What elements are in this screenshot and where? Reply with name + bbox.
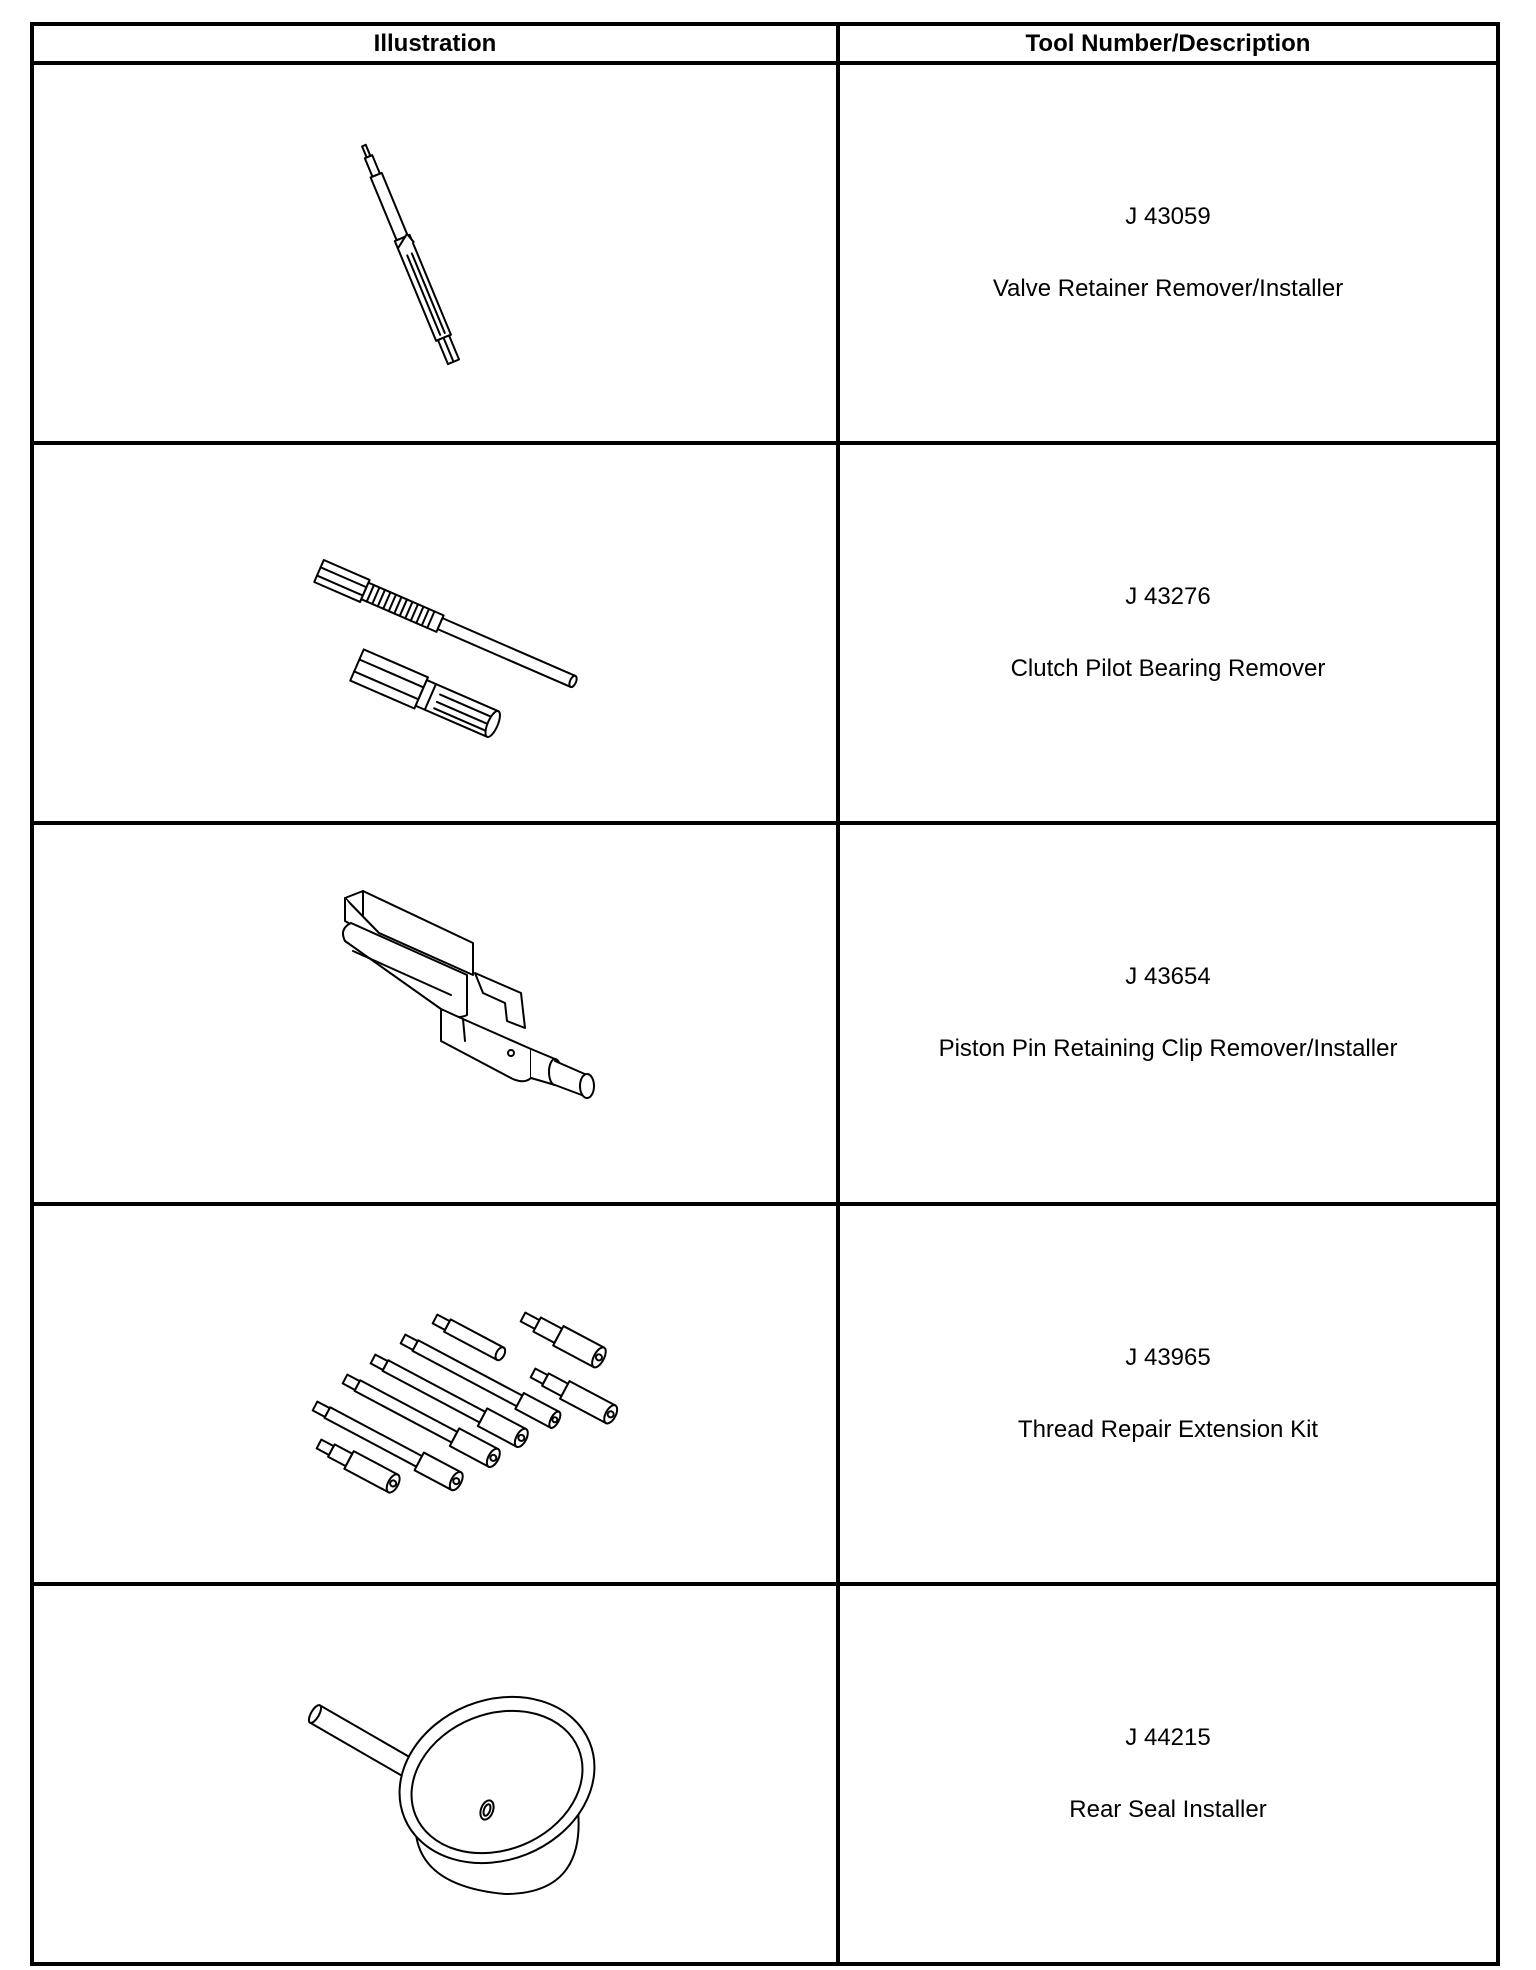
description-cell <box>838 443 1498 823</box>
tool-number: J 43654 <box>1125 963 1211 991</box>
tool-number: J 43965 <box>1125 1343 1211 1371</box>
table-row <box>32 63 1498 443</box>
illustration-cell <box>32 443 838 823</box>
description-cell <box>838 1584 1498 1964</box>
illustration-cell <box>32 1204 838 1584</box>
tool-number: J 43276 <box>1125 583 1211 611</box>
valve-retainer-tool-icon <box>235 103 635 403</box>
tool-description: Thread Repair Extension Kit <box>1017 1415 1319 1443</box>
pilot-bearing-remover-icon <box>235 483 635 783</box>
tool-description: Piston Pin Retaining Clip Remover/Installer <box>938 1035 1398 1063</box>
illustration-header: Illustration <box>32 24 838 63</box>
header-row <box>32 24 1498 63</box>
table-row <box>32 1584 1498 1964</box>
description-cell <box>838 63 1498 443</box>
illustration-cell <box>32 63 838 443</box>
table-row <box>32 1204 1498 1584</box>
description-cell <box>838 1204 1498 1584</box>
tool-description: Valve Retainer Remover/Installer <box>992 275 1344 303</box>
tool-number: J 44215 <box>1125 1723 1211 1751</box>
tool-description: Rear Seal Installer <box>1069 1795 1267 1823</box>
tool-description: Clutch Pilot Bearing Remover <box>1010 655 1326 683</box>
piston-pin-clip-tool-icon <box>235 863 635 1163</box>
description-header: Tool Number/Description <box>838 24 1498 63</box>
table-row <box>32 443 1498 823</box>
rear-seal-installer-icon <box>235 1624 635 1924</box>
tool-number: J 43059 <box>1125 203 1211 231</box>
illustration-cell <box>32 1584 838 1964</box>
illustration-cell <box>32 823 838 1203</box>
description-cell <box>838 823 1498 1203</box>
table-row <box>32 823 1498 1203</box>
special-tools-table <box>30 22 1500 1966</box>
thread-repair-extensions-icon <box>235 1244 635 1544</box>
